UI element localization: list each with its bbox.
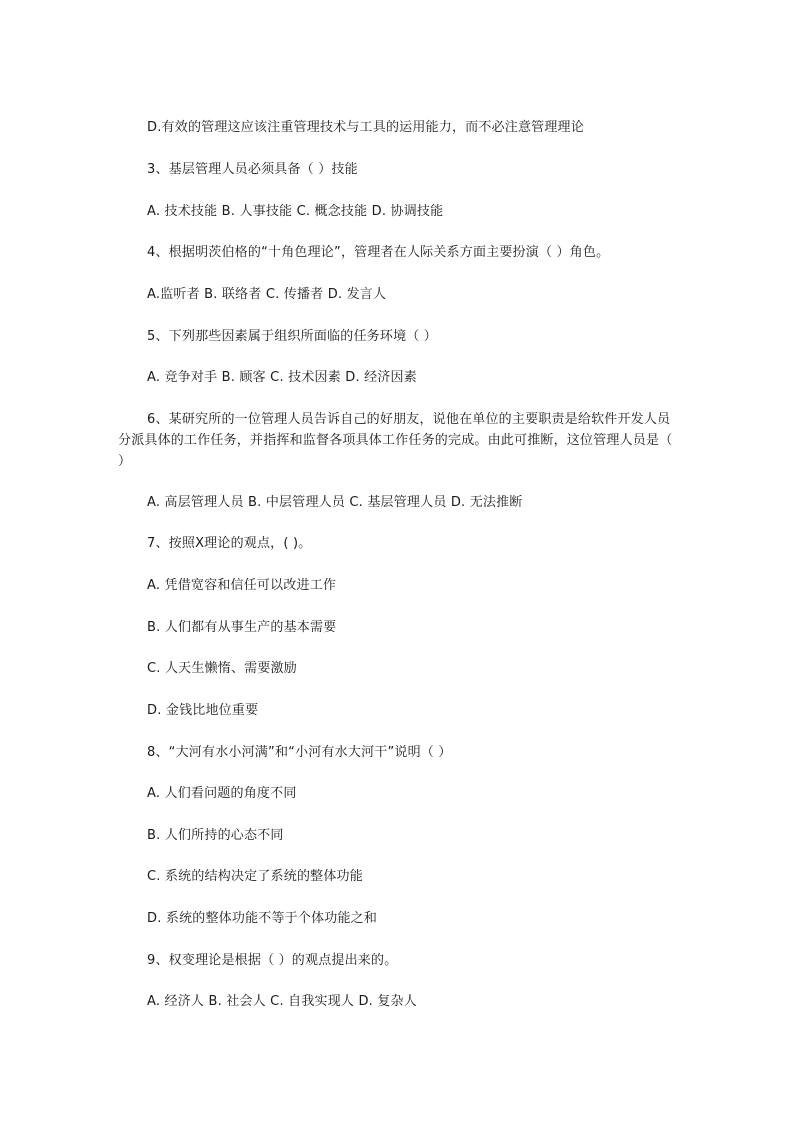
option-q7-d: D. 金钱比地位重要 (147, 703, 259, 718)
option-q7-c: C. 人天生懒惰、需要激励 (147, 661, 297, 676)
option-q8-a: A. 人们看问题的角度不同 (147, 786, 297, 801)
options-q6: A. 高层管理人员 B. 中层管理人员 C. 基层管理人员 D. 无法推断 (147, 495, 523, 510)
question-7: 7、按照X理论的观点，( )。 (147, 536, 312, 551)
option-q7-a: A. 凭借宽容和信任可以改进工作 (147, 578, 337, 593)
option-line-q2-d: D.有效的管理这应该注重管理技术与工具的运用能力，而不必注意管理理论 (147, 120, 584, 135)
options-q5: A. 竞争对手 B. 顾客 C. 技术因素 D. 经济因素 (147, 370, 417, 385)
question-5: 5、下列那些因素属于组织所面临的任务环境（ ） (147, 329, 438, 344)
option-q8-b: B. 人们所持的心态不同 (147, 828, 284, 843)
question-3: 3、基层管理人员必须具备（ ）技能 (147, 162, 358, 177)
option-q7-b: B. 人们都有从事生产的基本需要 (147, 620, 337, 635)
options-q9: A. 经济人 B. 社会人 C. 自我实现人 D. 复杂人 (147, 994, 417, 1009)
question-8: 8、“大河有水小河满”和“小河有水大河干”说明（ ） (147, 745, 452, 760)
options-q3: A. 技术技能 B. 人事技能 C. 概念技能 D. 协调技能 (147, 204, 444, 219)
question-4: 4、根据明茨伯格的“十角色理论”，管理者在人际关系方面主要扮演（ ）角色。 (147, 245, 610, 260)
question-6: 6、某研究所的一位管理人员告诉自己的好朋友，说他在单位的主要职责是给软件开发人员分派具体的工作任务，并指挥和监督各项具体工作任务的完成。由此可推断，这位管理人员是（ ） (118, 412, 673, 469)
question-9: 9、权变理论是根据（ ）的观点提出来的。 (147, 953, 398, 968)
options-q4: A.监听者 B. 联络者 C. 传播者 D. 发言人 (147, 287, 387, 302)
option-q8-c: C. 系统的结构决定了系统的整体功能 (147, 869, 363, 884)
option-q8-d: D. 系统的整体功能不等于个体功能之和 (147, 911, 378, 926)
